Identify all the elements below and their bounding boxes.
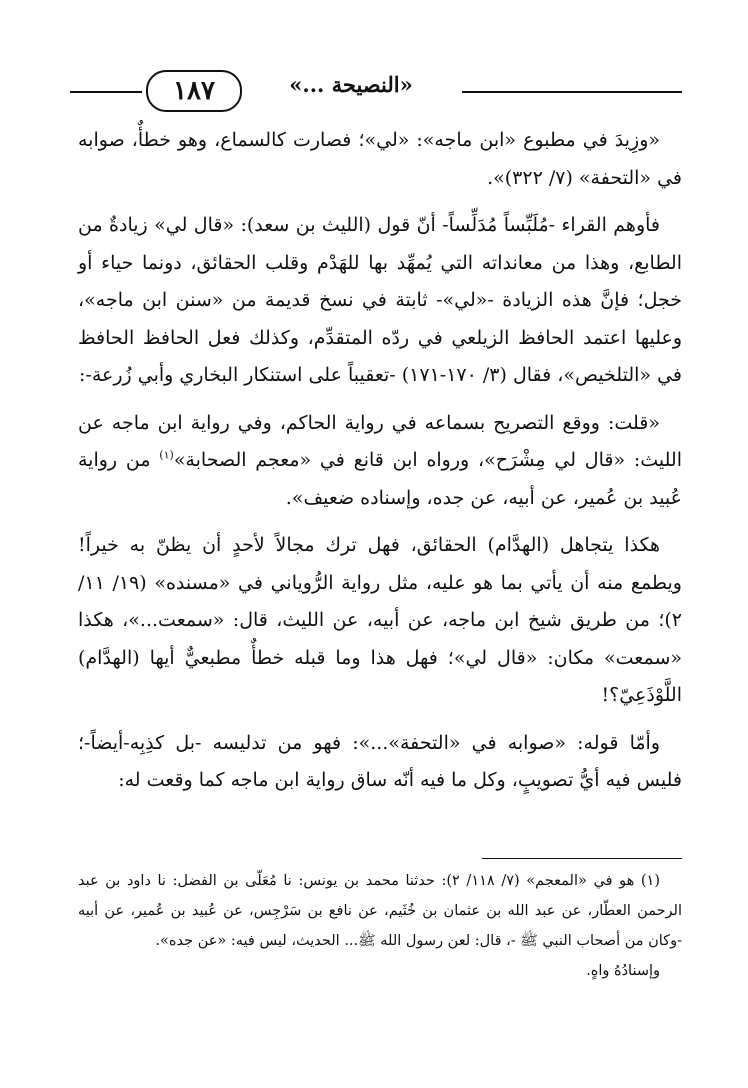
paragraph-argument-2: هكذا يتجاهل (الهدَّام) الحقائق، فهل ترك مجالاً لأحدٍ أن يظنّ به خيراً! ويطمع منه أن يأتي بما هو عليه، مثل رواية الرُّوياني في «مسنده» (١٩/ ١١/ ٢)؛ من طريق شيخ ابن ماجه، عن أبيه، عن الليث، قال: «سمعت...»، هكذا «سمعت» مكان: «قال لي»؛ فهل هذا وما قبله خطأٌ مطبعيٌّ أيها (الهدَّام) اللَّوْذَعِيّ؟! bbox=[78, 534, 682, 706]
header-rule-left bbox=[70, 91, 142, 93]
footnote-1-note: وإسنادُهُ واهٍ. bbox=[586, 963, 660, 979]
page-number-badge: ١٨٧ bbox=[146, 70, 242, 112]
page-header bbox=[70, 66, 682, 116]
footnote-1: (١) هو في «المعجم» (٧/ ١١٨/ ٢): حدثنا محمد بن يونس: نا مُعَلّى بن الفضل: نا داود بن عبد الرحمن العطّار، عن عبد الله بن عثمان بن خُثَيم، عن نافع بن سَرْجِس، عن عُبيد بن عُمير، عن أبيه -وكان من أصحاب النبي ﷺ -، قال: لعن رسول الله ﷺ... الحديث، ليس فيه: «عن جده». bbox=[78, 873, 682, 949]
main-text bbox=[78, 122, 682, 810]
quote-2-continuation: من رواية عُبيد بن عُمير، عن أبيه، عن جده، وإسناده ضعيف». bbox=[78, 449, 682, 509]
paragraph-quote-1: «وزِيدَ في مطبوع «ابن ماجه»: «لي»؛ فصارت كالسماع، وهو خطأٌ، صوابه في «التحفة» (٧/ ٣٢٢)». bbox=[78, 129, 682, 189]
paragraph-argument-3: وأمّا قوله: «صوابه في «التحفة»...»: فهو من تدليسه -بل كذِبِه-أيضاً-؛ فليس فيه أيُّ تصويبٍ، وكل ما فيه أنّه ساق رواية ابن ماجه كما وقعت له: bbox=[78, 731, 682, 791]
running-title: «النصيحة ...» bbox=[289, 72, 413, 97]
quote-2-text: «قلت: ووقع التصريح بسماعه في رواية الحاكم، وفي رواية ابن ماجه عن الليث: «قال لي مِشْرَح»، ورواه ابن قانع في «معجم الصحابة» bbox=[78, 411, 682, 471]
footnote-separator bbox=[482, 858, 682, 859]
paragraph-quote-2 bbox=[78, 405, 682, 518]
paragraph-argument-1: فأوهم القراء -مُلَبِّساً مُدَلِّساً- أنّ قول (الليث بن سعد): «قال لي» زيادةٌ من الطابع، وهذا من معانداته التي يُمهِّد بها للهَدْم وقلب الحقائق، دونما حياء أو خجل؛ فإنَّ هذه الزيادة -«لي»- ثابتة في نسخ قديمة من «سنن ابن ماجه»، وعليها اعتمد الحافظ الزيلعي في ردّه المتقدِّم، وكذلك فعل الحافظ الحافظ في «التلخيص»، فقال (٣/ ١٧٠-١٧١) -تعقيباً على استنكار البخاري وأبي زُرعة-: bbox=[78, 214, 682, 386]
footnotes bbox=[78, 866, 682, 986]
footnote-marker: (١) bbox=[159, 448, 174, 462]
header-rule-right bbox=[462, 91, 682, 93]
